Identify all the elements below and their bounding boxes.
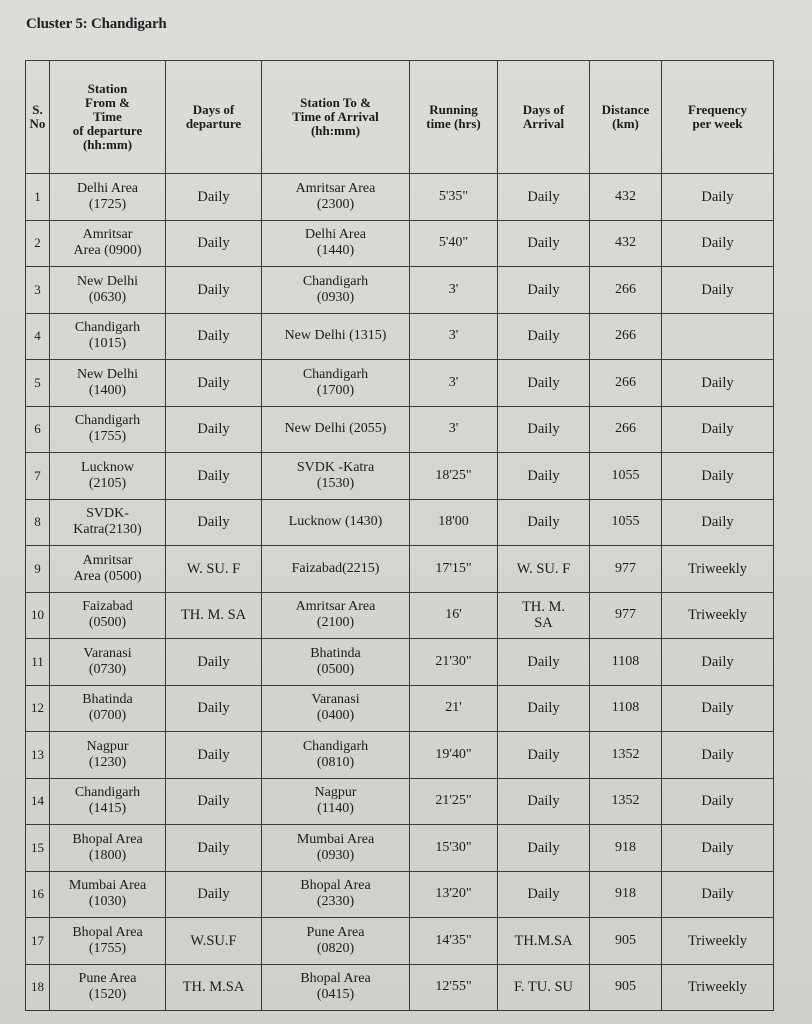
cell-station-from: Bhopal Area (1800): [50, 825, 166, 872]
table-row: [26, 453, 774, 500]
cell-days-arrival: Daily: [498, 174, 590, 221]
cell-days-arrival: Daily: [498, 360, 590, 407]
cell-frequency: Daily: [662, 453, 774, 500]
cell-days-departure: Daily: [166, 639, 262, 686]
cell-station-from: New Delhi (1400): [50, 360, 166, 407]
table-row: [26, 499, 774, 546]
table-row: [26, 918, 774, 965]
table-row: [26, 174, 774, 221]
cell-sno: 11: [26, 639, 50, 686]
table-row: [26, 406, 774, 453]
cell-running-time: 3': [410, 267, 498, 314]
cell-days-departure: Daily: [166, 406, 262, 453]
cell-station-to: Bhopal Area (0415): [262, 964, 410, 1011]
cell-station-from: Bhatinda (0700): [50, 685, 166, 732]
cell-distance: 1055: [590, 453, 662, 500]
cell-distance: 905: [590, 918, 662, 965]
cell-station-from: Faizabad (0500): [50, 592, 166, 639]
table-row: [26, 267, 774, 314]
cell-days-arrival: Daily: [498, 267, 590, 314]
cell-station-from: Chandigarh (1015): [50, 313, 166, 360]
cell-running-time: 21'25": [410, 778, 498, 825]
table-row: [26, 592, 774, 639]
table-row: [26, 639, 774, 686]
cell-running-time: 18'00: [410, 499, 498, 546]
cell-frequency: Triweekly: [662, 592, 774, 639]
cell-days-arrival: TH. M. SA: [498, 592, 590, 639]
cell-days-departure: W.SU.F: [166, 918, 262, 965]
cell-sno: 16: [26, 871, 50, 918]
cell-running-time: 19'40": [410, 732, 498, 779]
cell-days-departure: Daily: [166, 732, 262, 779]
cell-sno: 5: [26, 360, 50, 407]
header-days-departure: Days of departure: [166, 61, 262, 174]
header-station-to: Station To & Time of Arrival (hh:mm): [262, 61, 410, 174]
cell-sno: 14: [26, 778, 50, 825]
cell-days-departure: Daily: [166, 825, 262, 872]
cell-sno: 2: [26, 220, 50, 267]
cell-station-from: Bhopal Area (1755): [50, 918, 166, 965]
cell-distance: 1055: [590, 499, 662, 546]
cell-running-time: 5'35": [410, 174, 498, 221]
cell-frequency: Triweekly: [662, 546, 774, 593]
cell-sno: 15: [26, 825, 50, 872]
cell-running-time: 13'20": [410, 871, 498, 918]
cell-days-arrival: Daily: [498, 453, 590, 500]
cell-station-from: Nagpur (1230): [50, 732, 166, 779]
cell-sno: 10: [26, 592, 50, 639]
cell-station-to: Amritsar Area (2100): [262, 592, 410, 639]
cell-station-to: Chandigarh (0810): [262, 732, 410, 779]
cell-frequency: Daily: [662, 685, 774, 732]
cell-days-departure: W. SU. F: [166, 546, 262, 593]
cell-days-arrival: Daily: [498, 825, 590, 872]
cell-days-arrival: Daily: [498, 639, 590, 686]
cell-frequency: Triweekly: [662, 918, 774, 965]
table-row: [26, 546, 774, 593]
cell-frequency: Daily: [662, 220, 774, 267]
cell-station-to: Bhopal Area (2330): [262, 871, 410, 918]
cell-frequency: Daily: [662, 360, 774, 407]
cell-frequency: Daily: [662, 825, 774, 872]
cell-running-time: 12'55": [410, 964, 498, 1011]
table-row: [26, 732, 774, 779]
cell-frequency: Daily: [662, 732, 774, 779]
cell-running-time: 3': [410, 313, 498, 360]
cell-days-departure: Daily: [166, 267, 262, 314]
cell-sno: 3: [26, 267, 50, 314]
cell-station-to: Mumbai Area (0930): [262, 825, 410, 872]
cell-station-to: Delhi Area (1440): [262, 220, 410, 267]
cell-running-time: 16': [410, 592, 498, 639]
cell-sno: 12: [26, 685, 50, 732]
cell-sno: 1: [26, 174, 50, 221]
header-days-arrival: Days of Arrival: [498, 61, 590, 174]
table-row: [26, 220, 774, 267]
cell-station-to: New Delhi (2055): [262, 406, 410, 453]
cell-distance: 1352: [590, 732, 662, 779]
cell-station-from: Mumbai Area (1030): [50, 871, 166, 918]
cell-frequency: [662, 313, 774, 360]
header-distance: Distance (km): [590, 61, 662, 174]
table-row: [26, 685, 774, 732]
cell-days-arrival: Daily: [498, 732, 590, 779]
cell-days-arrival: TH.M.SA: [498, 918, 590, 965]
cell-running-time: 21': [410, 685, 498, 732]
cell-days-arrival: Daily: [498, 220, 590, 267]
cell-days-arrival: Daily: [498, 313, 590, 360]
cell-station-to: New Delhi (1315): [262, 313, 410, 360]
cell-days-departure: TH. M. SA: [166, 592, 262, 639]
cell-station-from: Varanasi (0730): [50, 639, 166, 686]
cell-distance: 918: [590, 871, 662, 918]
cell-distance: 1108: [590, 685, 662, 732]
header-running-time: Running time (hrs): [410, 61, 498, 174]
cell-distance: 977: [590, 592, 662, 639]
cell-station-to: Faizabad(2215): [262, 546, 410, 593]
cell-days-arrival: Daily: [498, 499, 590, 546]
table-row: [26, 964, 774, 1011]
cell-distance: 266: [590, 267, 662, 314]
cell-running-time: 18'25": [410, 453, 498, 500]
cell-station-from: Lucknow (2105): [50, 453, 166, 500]
cell-sno: 18: [26, 964, 50, 1011]
cell-days-departure: Daily: [166, 685, 262, 732]
cell-sno: 8: [26, 499, 50, 546]
cell-days-departure: Daily: [166, 313, 262, 360]
cell-station-from: Amritsar Area (0500): [50, 546, 166, 593]
cell-distance: 432: [590, 174, 662, 221]
cell-sno: 6: [26, 406, 50, 453]
table-row: [26, 360, 774, 407]
cell-frequency: Daily: [662, 406, 774, 453]
cell-station-from: Chandigarh (1755): [50, 406, 166, 453]
table-row: [26, 825, 774, 872]
table-row: [26, 778, 774, 825]
cell-running-time: 21'30": [410, 639, 498, 686]
cell-running-time: 3': [410, 360, 498, 407]
table-header-row: [26, 61, 774, 174]
cell-distance: 1108: [590, 639, 662, 686]
cell-days-arrival: Daily: [498, 406, 590, 453]
cell-station-from: Pune Area (1520): [50, 964, 166, 1011]
cell-station-from: New Delhi (0630): [50, 267, 166, 314]
header-station-from: Station From & Time of departure (hh:mm): [50, 61, 166, 174]
table-row: [26, 871, 774, 918]
cell-station-to: Nagpur (1140): [262, 778, 410, 825]
cell-station-from: SVDK- Katra(2130): [50, 499, 166, 546]
cell-running-time: 5'40": [410, 220, 498, 267]
cell-running-time: 17'15": [410, 546, 498, 593]
header-sno: S. No: [26, 61, 50, 174]
cell-distance: 1352: [590, 778, 662, 825]
cell-frequency: Daily: [662, 871, 774, 918]
cell-sno: 4: [26, 313, 50, 360]
cell-frequency: Daily: [662, 174, 774, 221]
cell-station-from: Delhi Area (1725): [50, 174, 166, 221]
cell-station-to: Bhatinda (0500): [262, 639, 410, 686]
cell-distance: 266: [590, 313, 662, 360]
cell-days-arrival: Daily: [498, 778, 590, 825]
cell-distance: 432: [590, 220, 662, 267]
cell-frequency: Daily: [662, 639, 774, 686]
cell-station-to: Chandigarh (0930): [262, 267, 410, 314]
cell-days-departure: Daily: [166, 778, 262, 825]
cell-station-from: Amritsar Area (0900): [50, 220, 166, 267]
cell-days-arrival: Daily: [498, 871, 590, 918]
cell-station-to: Lucknow (1430): [262, 499, 410, 546]
page-title: Cluster 5: Chandigarh: [26, 16, 167, 32]
cell-days-arrival: W. SU. F: [498, 546, 590, 593]
cell-frequency: Daily: [662, 778, 774, 825]
cell-distance: 905: [590, 964, 662, 1011]
cell-frequency: Daily: [662, 499, 774, 546]
cell-sno: 9: [26, 546, 50, 593]
cell-days-arrival: F. TU. SU: [498, 964, 590, 1011]
cell-days-departure: Daily: [166, 174, 262, 221]
cell-days-departure: Daily: [166, 499, 262, 546]
cell-distance: 266: [590, 360, 662, 407]
cell-sno: 7: [26, 453, 50, 500]
cell-station-to: SVDK -Katra (1530): [262, 453, 410, 500]
cell-running-time: 14'35": [410, 918, 498, 965]
cell-distance: 918: [590, 825, 662, 872]
cell-running-time: 15'30": [410, 825, 498, 872]
cell-running-time: 3': [410, 406, 498, 453]
cell-distance: 266: [590, 406, 662, 453]
cell-days-departure: Daily: [166, 360, 262, 407]
cell-days-departure: Daily: [166, 220, 262, 267]
schedule-table: [25, 60, 774, 1011]
cell-sno: 17: [26, 918, 50, 965]
cell-days-departure: TH. M.SA: [166, 964, 262, 1011]
cell-station-to: Pune Area (0820): [262, 918, 410, 965]
cell-sno: 13: [26, 732, 50, 779]
cell-days-arrival: Daily: [498, 685, 590, 732]
cell-station-to: Varanasi (0400): [262, 685, 410, 732]
header-frequency: Frequency per week: [662, 61, 774, 174]
cell-station-to: Chandigarh (1700): [262, 360, 410, 407]
cell-distance: 977: [590, 546, 662, 593]
cell-days-departure: Daily: [166, 871, 262, 918]
cell-frequency: Daily: [662, 267, 774, 314]
table-row: [26, 313, 774, 360]
cell-station-to: Amritsar Area (2300): [262, 174, 410, 221]
cell-days-departure: Daily: [166, 453, 262, 500]
cell-frequency: Triweekly: [662, 964, 774, 1011]
cell-station-from: Chandigarh (1415): [50, 778, 166, 825]
